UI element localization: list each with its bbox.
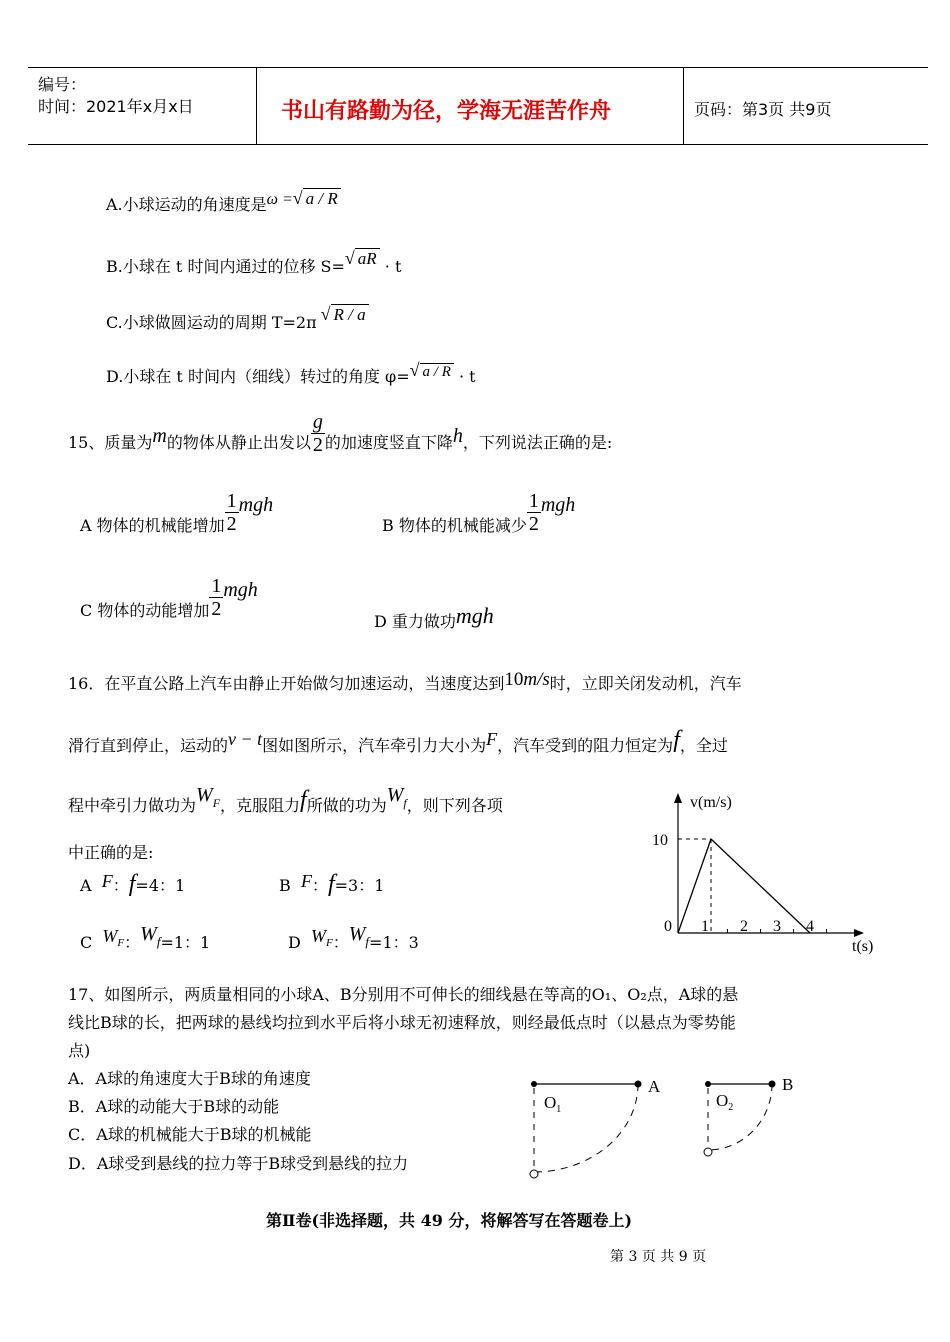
q14-d-text: D.小球在 t 时间内（细线）转过的角度 φ= bbox=[106, 367, 410, 386]
page-footer: 第 3 页 共 9 页 bbox=[610, 1249, 707, 1265]
q16-vt: v − t bbox=[228, 729, 263, 749]
q16-line1: 16．在平直公路上汽车由静止开始做匀加速运动，当速度达到10m/s时，立即关闭发动机，汽车 bbox=[68, 669, 742, 693]
q14-option-b bbox=[106, 248, 402, 277]
q16-f: f bbox=[673, 727, 680, 753]
q15-b-half: $\frac{1}{2}$ bbox=[528, 490, 539, 535]
q16-WF-W: W bbox=[196, 784, 213, 806]
q17-stem-line3: 点) bbox=[68, 1041, 91, 1060]
q16-option-c: C WF：Wf=1：1 bbox=[80, 923, 211, 952]
q14-a-sqrt: √ a / R bbox=[293, 188, 341, 209]
q15-a-text: A 物体的机械能增加 bbox=[80, 516, 225, 535]
q14-d-sqrt: √ a / R bbox=[410, 360, 454, 381]
q15-stem bbox=[68, 412, 612, 473]
q15-option-c bbox=[80, 575, 258, 641]
q16-line3: 程中牵引力做功为$W^F$，克服阻力f所做的功为$W^f$，则下列各项 bbox=[68, 784, 503, 815]
q15-h: h bbox=[452, 425, 463, 447]
q17-option-b: B．A球的动能大于B球的动能 bbox=[68, 1097, 280, 1116]
q14-b-tail: · t bbox=[379, 257, 402, 276]
q14-d-tail: · t bbox=[453, 367, 476, 386]
q16-line2: 滑行直到停止，运动的v − t图如图所示，汽车牵引力大小为F，汽车受到的阻力恒定为f，全过 bbox=[68, 727, 728, 755]
q17-option-a: A．A球的角速度大于B球的角速度 bbox=[68, 1069, 311, 1088]
chart-y-arrow bbox=[674, 793, 682, 803]
q15-stem-a: 15、质量为 bbox=[68, 433, 153, 452]
q15-c-mgh: mgh bbox=[223, 579, 258, 601]
q14-c-radicand: R / a bbox=[331, 304, 369, 324]
q15-a-mgh: mgh bbox=[238, 494, 274, 516]
q16-option-b: B F：f=3：1 bbox=[279, 871, 385, 897]
q15-m: m bbox=[152, 425, 167, 447]
chart-x-tick-label: 2 bbox=[740, 918, 748, 935]
header-number-label: 编号： bbox=[38, 75, 87, 94]
q15-frac-den: 2 bbox=[312, 434, 323, 456]
q15-accel-fraction bbox=[311, 411, 325, 456]
q15-d-text: D 重力做功 bbox=[374, 612, 456, 631]
q16-F: F bbox=[486, 729, 498, 749]
pendulum-b-pivot bbox=[705, 1081, 711, 1087]
q17-option-d: D．A球受到悬线的拉力等于B球受到悬线的拉力 bbox=[68, 1154, 409, 1173]
header-time-label: 时间：2021年x月x日 bbox=[38, 97, 194, 116]
q17-stem-line1: 17、如图所示，两质量相同的小球A、B分别用不可伸长的细线悬在等高的O₁、O₂点，A球的悬 bbox=[68, 985, 739, 1004]
q15-stem-d: ，下列说法正确的是: bbox=[462, 433, 613, 452]
q16-Wf-sub: f bbox=[403, 796, 407, 810]
chart-x-tick-label: 3 bbox=[773, 918, 781, 935]
chart-y-label: v(m/s) bbox=[690, 794, 732, 811]
q15-b-mgh: mgh bbox=[540, 494, 576, 516]
q14-option-d bbox=[106, 360, 476, 387]
q16-line4: 中正确的是: bbox=[68, 843, 154, 862]
q15-frac-num: g bbox=[312, 411, 323, 433]
header-motto: 书山有路勤为径，学海无涯苦作舟 bbox=[281, 99, 612, 124]
q15-option-d bbox=[374, 600, 494, 642]
q14-a-text: A.小球运动的角速度是 bbox=[106, 195, 267, 214]
q14-option-a bbox=[106, 188, 341, 215]
pendulum-figure bbox=[520, 1068, 810, 1188]
q14-option-c bbox=[106, 304, 369, 333]
chart-x-tick-label: 1 bbox=[701, 918, 709, 935]
pendulum-a-bottom-ball bbox=[530, 1170, 538, 1178]
vt-chart bbox=[640, 785, 890, 960]
pendulum-a-label: A bbox=[648, 1077, 661, 1096]
chart-x-tick-label: 4 bbox=[806, 918, 814, 935]
section-2-title: 第Ⅱ卷(非选择题，共 49 分，将解答写在答题卷上) bbox=[266, 1211, 633, 1230]
q14-c-sqrt: √ R / a bbox=[321, 304, 369, 325]
q15-option-a bbox=[80, 490, 274, 556]
q14-c-text: C.小球做圆运动的周期 T=2π bbox=[106, 313, 317, 332]
q16-f2: f bbox=[300, 787, 307, 813]
q14-b-radicand: aR bbox=[355, 248, 380, 268]
q14-d-radicand: a / R bbox=[420, 363, 454, 380]
q16-speed: 10 bbox=[504, 669, 524, 690]
pendulum-a-pivot bbox=[531, 1081, 537, 1087]
q16-unit: m/s bbox=[523, 669, 550, 690]
pendulum-b-bottom-ball bbox=[704, 1148, 712, 1156]
header-page-info: 页码：第3页 共9页 bbox=[694, 100, 832, 119]
pendulum-o1-label: $O_1$ bbox=[544, 1093, 562, 1115]
q14-b-text: B.小球在 t 时间内通过的位移 S= bbox=[106, 257, 345, 276]
q15-stem-c: 的加速度竖直下降 bbox=[324, 433, 453, 452]
chart-x-label: t(s) bbox=[852, 938, 874, 955]
q15-d-mgh: mgh bbox=[455, 603, 494, 628]
q15-b-text: B 物体的机械能减少 bbox=[382, 516, 527, 535]
chart-origin-label: 0 bbox=[664, 918, 672, 935]
chart-y-tick-label: 10 bbox=[652, 832, 668, 849]
q16-option-a: A F：f=4：1 bbox=[80, 871, 186, 897]
q15-stem-b: 的物体从静止出发以 bbox=[166, 433, 311, 452]
chart-series-segment bbox=[711, 839, 810, 933]
q15-option-b bbox=[382, 490, 576, 556]
q14-b-sqrt: √ aR bbox=[345, 248, 380, 269]
q16-option-d: D WF：Wf=1：3 bbox=[288, 923, 419, 952]
q16-Wf-W: W bbox=[386, 784, 404, 806]
q14-a-omega: ω = bbox=[266, 191, 293, 208]
pendulum-b-label: B bbox=[782, 1075, 794, 1094]
q14-a-radicand: a / R bbox=[303, 188, 341, 208]
q16-WF-sub: F bbox=[212, 796, 221, 810]
q17-stem-line2: 线比B球的长，把两球的悬线均拉到水平后将小球无初速释放，则经最低点时（以悬点为零势能 bbox=[68, 1013, 736, 1032]
q15-c-text: C 物体的动能增加 bbox=[80, 601, 210, 620]
q15-a-half: $\frac{1}{2}$ bbox=[226, 490, 237, 535]
pendulum-o2-label: $O_2$ bbox=[716, 1091, 734, 1113]
q17-option-c: C．A球的机械能大于B球的机械能 bbox=[68, 1125, 312, 1144]
chart-x-arrow bbox=[854, 929, 864, 937]
q15-c-half: $\frac{1}{2}$ bbox=[211, 575, 222, 620]
